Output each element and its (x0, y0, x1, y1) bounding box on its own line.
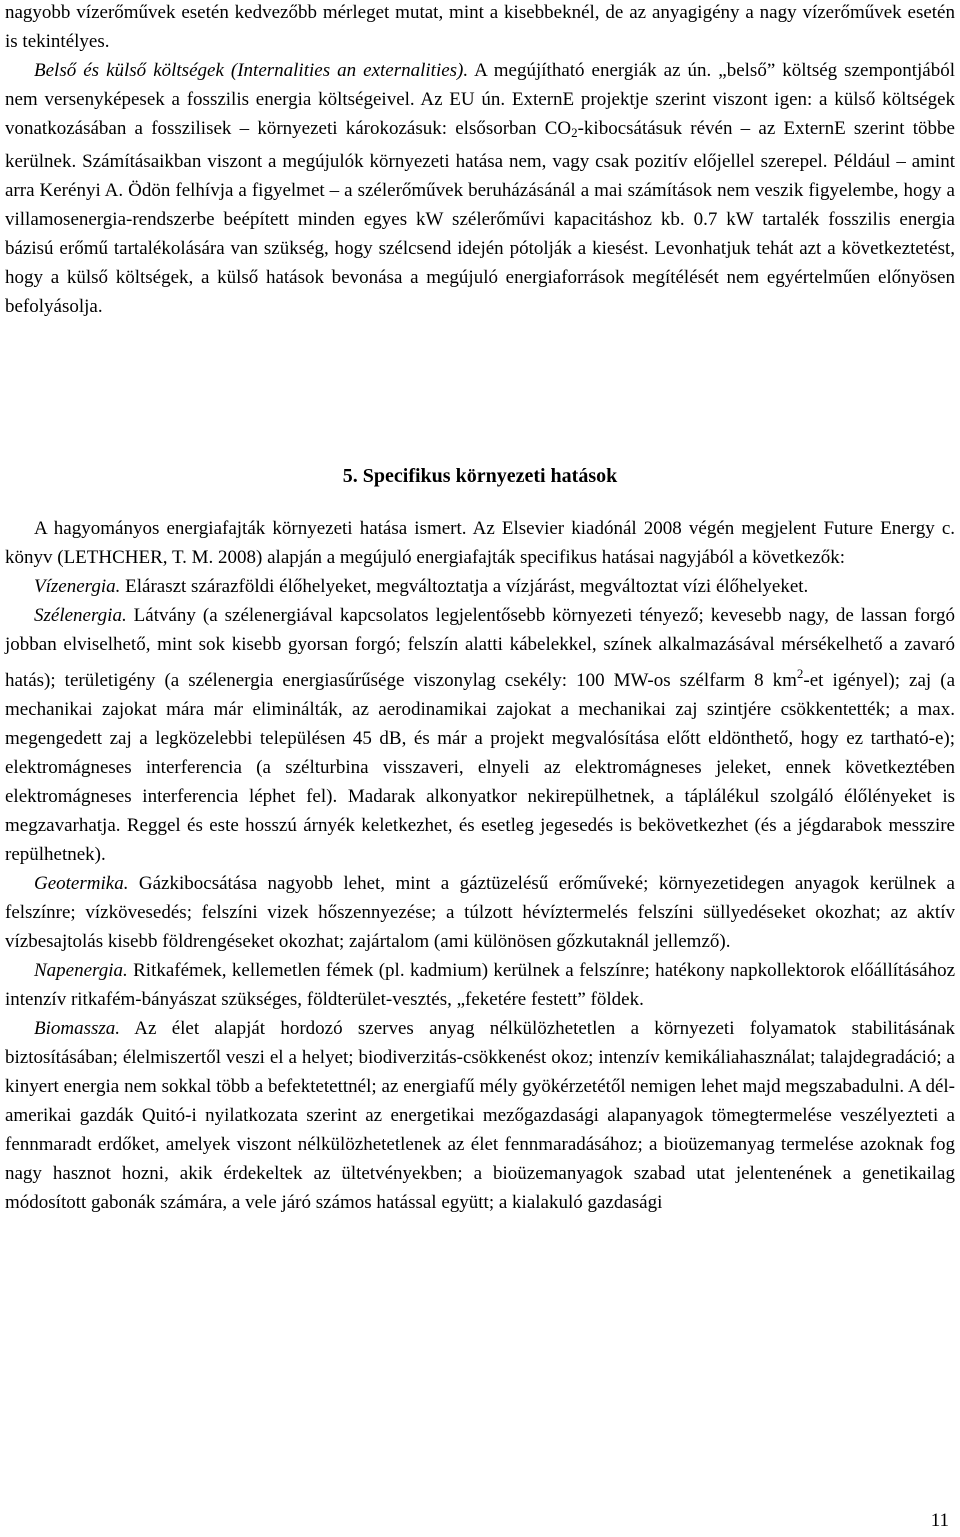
costs-title: Belső és külső költségek (Internalities an externalities). (34, 60, 469, 81)
paragraph-continuation: nagyobb vízerőművek esetén kedvezőbb mérleget mutat, mint a kisebbeknél, de az anyagigény a nagy vízerőművek esetén is tekintélyes. (5, 2, 955, 52)
costs-text-b: -kibocsátásuk révén – az ExternE szerint többe kerülnek. Számításaikban viszont a megújulók környezeti hatása nem, vagy csak pozitív előjellel szerepel. Például – amint arra Kerényi A. Ödön felhívja a figyelmet – a szélerőművek beruházásánál a mai számítások nem veszik figyelembe, hogy a villamosenergia-rendszerbe beépített minden egyes kW szélerőművi kapacitáshoz kb. 0.7 kW tartalék fosszilis energia bázisú erőmű tartalékolására van szükség, hogy szélcsend idején pótolják a kiesést. Levonhatjuk tehát azt a következtetést, hogy a külső költségek, a külső hatások bevonása a megújuló energiaforrások megítélését nem egyértelműen előnyösen befolyásolja. (5, 118, 955, 317)
szelenergia-text-b: -et igényel); zaj (a mechanikai zajokat mára már eliminálták, az aerodinamikai zajokat a mechanikai zaj szintjére csökkentették; a max. megengedett zaj a legközelebbi településen 45 dB, és már a projekt megvalósítása előtt eldönthető, hogy ez tartható-e); elektromágneses interferencia (a szélturbina visszaveri, elnyeli az elektromágneses jeleket, ennek következtében elektromágneses interferencia léphet fel). Madarak alkonyatkor nekirepülhetnek, a táplálékul szolgáló élőlényeket is megzavarhatja. Reggel és este hosszú árnyék keletkezhet, és esetleg jegesedés is bekövetkezhet (és a jégdarabok messzire repülhetnek). (5, 670, 955, 865)
paragraph-geotermika (5, 869, 955, 956)
paragraph-szelenergia (5, 601, 955, 869)
geotermika-text: Gázkibocsátása nagyobb lehet, mint a gáztüzelésű erőműveké; környezetidegen anyagok kerülnek a felszínre; vízkövesedés; felszíni vizek hőszennyezése; a túlzott hévíztermelés felszíni süllyedéseket okozhat; az aktív vízbesajtolás kisebb földrengéseket okozhat; zajártalom (ami különösen gőzkutaknál jellemző). (5, 873, 955, 952)
paragraph-biomassza (5, 1014, 955, 1217)
biomassza-text: Az élet alapját hordozó szerves anyag nélkülözhetetlen a környezeti folyamatok stabilitásának biztosításában; élelmiszertől veszi el a helyet; biodiverzitás-csökkenést okoz; intenzív kemikáliahasználat; talajdegradáció; a kinyert energia nem sokkal több a befektetettnél; az energiafű mély gyökérzetétől nemigen lehet majd megszabadulni. A dél-amerikai gazdák Quitó-i nyilatkozata szerint az energetikai mezőgazdasági alapanyagok tömegtermelése veszélyezteti a fennmaradt erdőket, amelyek viszont nélkülözhetetlenek az élet fennmaradásához; a bioüzemanyag termelése azoknak fog nagy hasznot hozni, akik érdekeltek az ültetvényekben; a bioüzemanyagok szabad utat jelentenének a genetikailag módosított gabonák számára, a vele járó számos hatással együtt; a kialakuló gazdasági (5, 1018, 955, 1213)
section-body (5, 514, 955, 1217)
szelenergia-term: Szélenergia. (34, 605, 127, 626)
napenergia-text: Ritkafémek, kellemetlen fémek (pl. kadmium) kerülnek a felszínre; hatékony napkollektorok előállításához intenzív ritkafém-bányászat szükséges, földterület-vesztés, „feketére festett” földek. (5, 960, 955, 1010)
szelenergia-text-a: Látvány (a szélenergiával kapcsolatos legjelentősebb környezeti tényező; kevesebb nagy, de lassan forgó jobban elviselhető, mint sok kisebb gyorsan forgó; felszín alatti kábelekkel, színek alkalmazásával mérsékelhető a zavaró hatás); területigény (a szélenergia energiasűrűsége viszonylag csekély: 100 MW-os szélfarm 8 km (5, 605, 955, 691)
section-heading: 5. Specifikus környezeti hatások (342, 465, 618, 487)
km2-superscript: 2 (796, 666, 804, 681)
intro-paragraph: A hagyományos energiafajták környezeti hatása ismert. Az Elsevier kiadónál 2008 végén megjelent Future Energy c. könyv (LETHCHER, T. M. 2008) alapján a megújuló energiafajták specifikus hatásai nagyjából a következők: (5, 518, 955, 568)
vizenergia-term: Vízenergia. (34, 576, 121, 597)
document-page (5, 0, 955, 1537)
paragraph-costs (5, 56, 955, 321)
napenergia-term: Napenergia. (34, 960, 128, 981)
co2-subscript: 2 (571, 125, 578, 140)
paragraph-vizenergia (5, 572, 955, 601)
geotermika-term: Geotermika. (34, 873, 129, 894)
vizenergia-text: Eláraszt szárazföldi élőhelyeket, megváltoztatja a vízjárást, megváltoztat vízi élőhelyeket. (120, 576, 809, 597)
costs-text-a: A megújítható energiák az ún. „belső” költség szempontjából nem versenyképesek a fosszilis energia költségeivel. Az EU ún. ExternE projektje szerint viszont igen: a külső költségek vonatkozásában a fosszilisek – környezeti károkozásuk: elsősorban CO (5, 60, 955, 139)
paragraph-napenergia (5, 956, 955, 1014)
biomassza-term: Biomassza. (34, 1018, 121, 1039)
page-number: 11 (930, 1510, 949, 1531)
top-text-block (5, 0, 955, 321)
